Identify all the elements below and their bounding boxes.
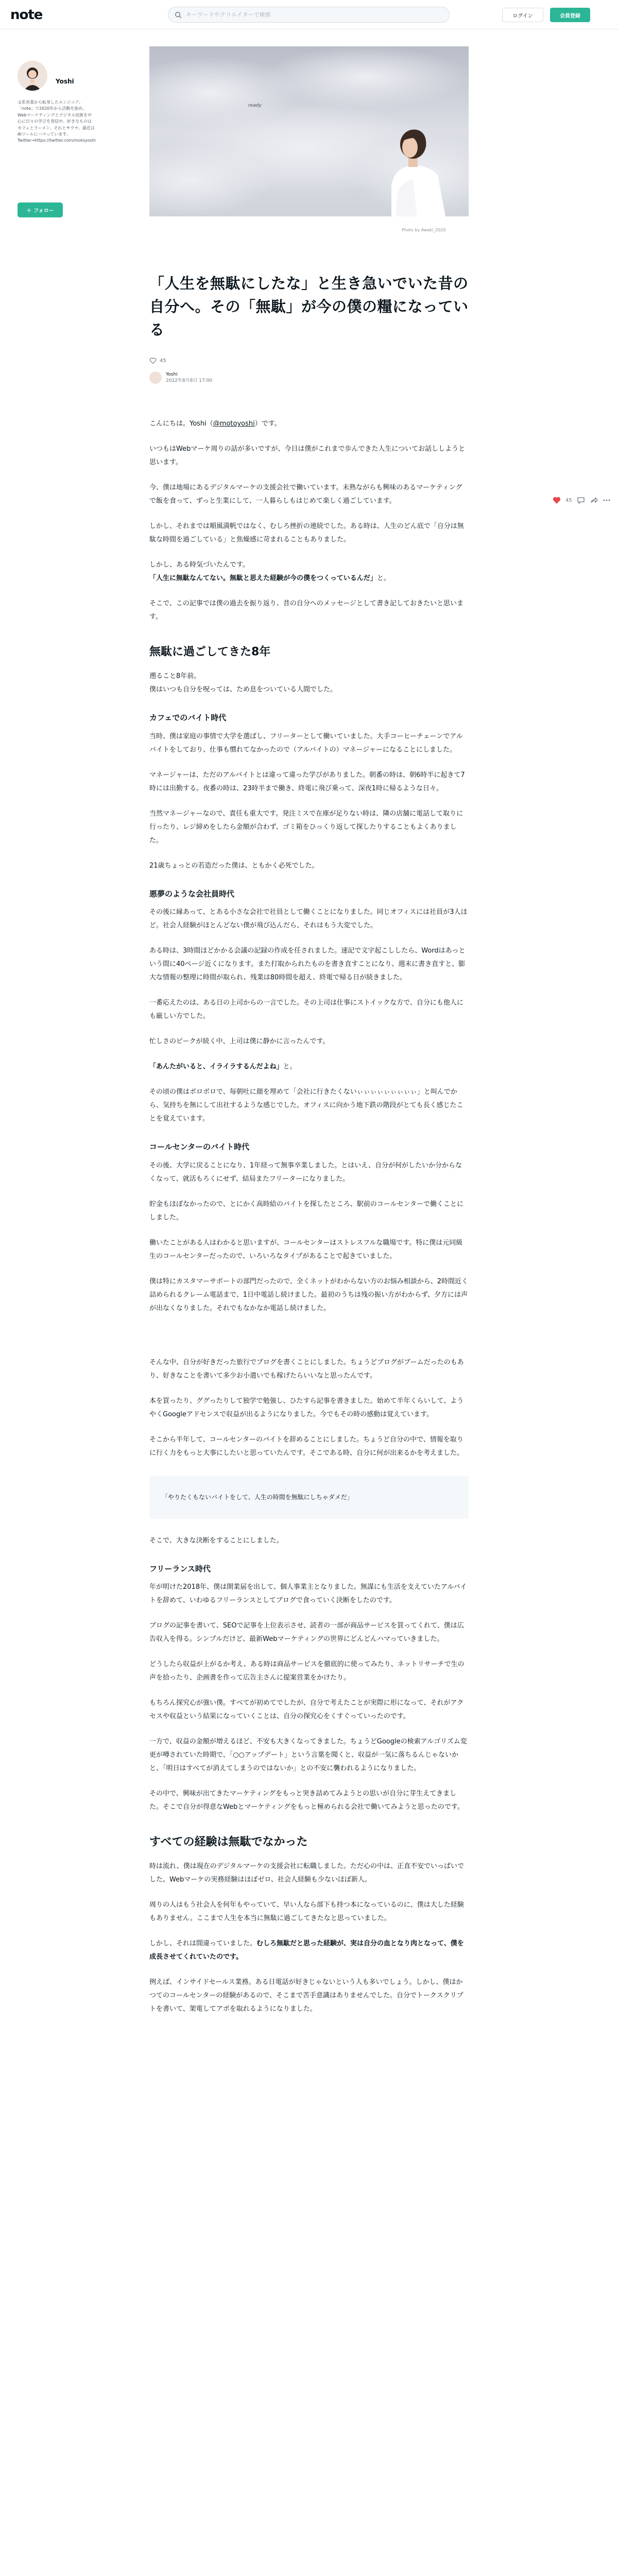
- paragraph: 時は流れ、僕は現在のデジタルマーケの支援会社に転職しました。ただ心の中は、正直不安でいっぱいでした。Webマーケの実務経験はほぼゼロ、社会人経験も少ないほぼ新人。: [149, 1862, 465, 1884]
- paragraph: 当然マネージャーなので、責任も重大です。発注ミスで在庫が足りない時は、隣の店舗に電話して取りに行ったり、レジ締めをしたら金額が合わず、ゴミ箱をひっくり返して探したりすることもよくありました。: [149, 809, 464, 844]
- paragraph: その中で、興味が出てきたマーケティングをもっと突き詰めてみようとの思いが自分に芽生えてきました。そこで自分が得意なWebとマーケティングをもっと極められる会社で働いてみようと思ったのです。: [149, 1790, 464, 1811]
- search-icon: [175, 11, 182, 19]
- search-input[interactable]: [186, 11, 433, 18]
- byline-author[interactable]: Yoshi: [166, 372, 178, 377]
- section-heading: 無駄に過ごしてきた8年: [149, 646, 271, 658]
- author-name[interactable]: Yoshi: [56, 78, 74, 85]
- author-bio: 文系営業から転身したエンジニア。「note」で2020年から活動を始め、Webマーケティングとデジタル技術を中心に日々の学びを発信中。好きなものはカフェとラーメン、それとサウナ。最近はAIツールにハマっています。Twitter→https://twitter.com/motoyoshi: [18, 100, 96, 143]
- paragraph: 貯金もほぼなかったので、とにかく高時給のバイトを探したところ、駅前のコールセンターで働くことにしました。: [149, 1200, 464, 1222]
- paragraph: そこから半年して、コールセンターのバイトを辞めることにしました。ちょうど自分の中で、情報を取りに行く力をもっと大事にしたいと思っていたんです。そこである時、自分に何が出来るかを考えました。: [149, 1435, 464, 1457]
- paragraph: 例えば、インサイドセールス業務。ある日電話が好きじゃないという人も多いでしょう。しかし、僕はかつてのコールセンターの経験があるので、そこまで苦手意識はありませんでした。自分でトークスクリプトを書いて、架電してアポを取れるようになりました。: [149, 1978, 464, 2013]
- blockquote: 「やりたくもないバイトをして、人生の時間を無駄にしちゃダメだ」: [149, 1476, 469, 1519]
- author-avatar[interactable]: [18, 61, 47, 91]
- spacer: [149, 1327, 469, 1356]
- signup-button[interactable]: 会員登録: [550, 8, 590, 22]
- paragraph: 遡ること8年前。 僕はいつも自分を呪っては、ため息をついている人間でした。: [149, 672, 337, 693]
- byline: [149, 371, 212, 384]
- paragraph: しかし、それは間違っていました。むしろ無駄だと思った経験が、実は自分の血となり肉となって、僕を成長させてくれていたのです。: [149, 1940, 464, 1961]
- paragraph: 働いたことがある人はわかると思いますが、コールセンターはストレスフルな職場です。特に僕は元同級生のコールセンターだったので、いろいろなタイプがあることで起きていました。: [149, 1239, 463, 1260]
- section-heading: すべての経験は無駄でなかった: [149, 1836, 308, 1849]
- paragraph: そこで、大きな決断をすることにしました。: [149, 1536, 283, 1545]
- paragraph: マネージャーは、ただのアルバイトとは違って違った学びがありました。朝番の時は、朝6時半に起きて7時には出勤する。夜番の時は、23時半まで働き、終電に飛び乗って、深夜1時に帰るような日々。: [149, 771, 465, 792]
- follow-label: フォロー: [33, 208, 54, 214]
- paragraph: ある時は、3時間ほどかかる会議の記録の作成を任されました。速記で文字起こししたら、Wordはあっという間に40ページ近くになります。また打取かられたものを書き直すことになり、週末に書き直すと、膨大な情報の整理に時間が取られ、残業は80時間を超え、終電で帰る日が続きました。: [149, 947, 466, 981]
- paragraph: 当時、僕は家庭の事情で大学を選ばし、フリーターとして働いていました。大手コーヒーチェーンでアルバイトをしており、仕事も慣れてなかったので（アルバイトの）マネージャーになることにしました。: [149, 732, 463, 754]
- paragraph: ブログの記事を書いて、SEOで記事を上位表示させ、読者の一部が商品サービスを買ってくれて、僕は広告収入を得る。シンプルだけど、最新Webマーケティングの世界にどんどんハマっていきました。: [149, 1622, 464, 1643]
- subsection-heading: フリーランス時代: [149, 1564, 211, 1573]
- subsection-heading: カフェでのバイト時代: [149, 713, 227, 722]
- paragraph: そこで、この記事では僕の過去を振り返り、昔の自分へのメッセージとして書き記しておきたいと思います。: [149, 600, 464, 621]
- paragraph: そんな中、自分が好きだった旅行でブログを書くことにしました。ちょうどブログがブームだったのもあり、好きなことを書いて多少お小遣いでも稼げたらいいなと思ったんです。: [149, 1358, 464, 1380]
- paragraph: 本を買ったり、ググったりして独学で勉強し、ひたすら記事を書きました。始めて半年くらいして、ようやくGoogleアドセンスで収益が出るようになりました。今でもその時の感動は覚えています。: [149, 1397, 464, 1418]
- paragraph: 今、僕は地場にあるデジタルマーケの支援会社で働いています。未熟ながらも興味のあるマーケティングで飯を食って、ずっと生業にして、一人暮らしもはじめて楽しく過ごしています。: [149, 484, 462, 505]
- paragraph: しかし、それまでは順風満帆ではなく、むしろ挫折の連続でした。ある時は、人生のどん底で「自分は無駄な時間を過ごしている」と焦燥感に苛まれることもありました。: [149, 522, 464, 544]
- hero-image: [149, 46, 469, 216]
- heart-icon[interactable]: [149, 357, 157, 364]
- paragraph: 一番応えたのは、ある日の上司からの一言でした。その上司は仕事にストイックな方で、自分にも他人にも厳しい方でした。: [149, 999, 464, 1020]
- paragraph: どうしたら収益が上がるか考え、ある時は商品サービスを徹底的に使ってみたり、ネットリサーチで生の声を拾ったり、企画書を作って広告主さんに提案営業をかけたり。: [149, 1660, 465, 1682]
- note-logo[interactable]: note: [10, 7, 43, 23]
- paragraph: しかし、ある時気づいたんです。 「人生に無駄なんてない。無駄と思えた経験が今の僕をつくっているんだ」と。: [149, 561, 390, 582]
- login-button[interactable]: ログイン: [502, 8, 543, 22]
- paragraph: 21歳ちょっとの若造だった僕は、ともかく必死でした。: [149, 861, 319, 870]
- avatar-illustration: [18, 61, 47, 91]
- follow-button[interactable]: [18, 202, 63, 217]
- comment-icon[interactable]: [577, 496, 585, 504]
- publish-date: 2022年8月8日 17:00: [166, 378, 213, 384]
- twitter-handle-link[interactable]: @motoyoshi: [213, 420, 255, 428]
- search-bar[interactable]: [168, 7, 450, 23]
- paragraph: 「あんたがいると、イライラするんだよね」と。: [149, 1063, 297, 1071]
- paragraph: 僕は特にカスタマーサポートの部門だったので、全くネットがわからない方のお悩み相談から、2時間近く詰められるクレーム電話まで、1日中電話し続けました。最初のうちは残の振い方がわからず、夕方には声が出なくなりました。それでもなかなか電話し続けました。: [149, 1277, 469, 1312]
- subsection-heading: 悪夢のような会社員時代: [149, 889, 235, 899]
- article-title: 「人生を無駄にしたな」と生き急いでいた昔の自分へ。その「無駄」が今の僕の糧になっている: [149, 275, 469, 338]
- floating-actions: [553, 496, 611, 504]
- paragraph: その頃の僕はボロボロで、毎朝吐に顔を埋めて「会社に行きたくないぃぃぃぃぃぃぃぃぃ」と叫んでから、気持ちを無にして出社するような感じでした。オフィスに向かう地下鉄の階段がとても長く感じたことを覚えています。: [149, 1088, 464, 1123]
- share-icon[interactable]: [590, 496, 598, 504]
- like-counter-top[interactable]: [149, 357, 166, 364]
- article: [149, 272, 469, 2013]
- article-body: [149, 417, 469, 2028]
- byline-avatar[interactable]: [149, 371, 162, 384]
- paragraph: その後、大学に戻ることになり、1年経って無事卒業しました。とはいえ、自分が何がしたいか分からなくなって、就活もろくにせず、結局またフリーターになりました。: [149, 1161, 462, 1183]
- photo-credit: Photo by Awaki_2020: [402, 228, 446, 232]
- paragraph: こんにちは。Yoshi（@motoyoshi）です。: [149, 420, 281, 428]
- paragraph: もちろん探究心が強い僕。すべてが初めてでしたが、自分で考えたことが実際に形になって、それがアクセスや収益という結果になっていくことは、自分の探究心をくすぐっていったのです。: [149, 1699, 464, 1720]
- paragraph: 忙しさのピークが続く中、上司は僕に静かに言ったんです。: [149, 1038, 330, 1045]
- site-header: [0, 0, 618, 29]
- hero-illustration: [149, 46, 469, 216]
- paragraph: いつもはWebマーケ周りの話が多いですが、今日は僕がこれまで歩んできた人生についてお話ししようと思います。: [149, 445, 466, 466]
- more-icon[interactable]: [603, 496, 611, 504]
- paragraph: 年が明けた2018年、僕は開業届を出して、個人事業主となりました。無謀にも生活を支えていたアルバイトを辞めて、いわゆるフリーランスとしてブログで食っていく決断をしたのです。: [149, 1583, 467, 1604]
- floating-like-count: 45: [565, 497, 572, 503]
- paragraph: その後に縁あって、とある小さな会社で社員として働くことになりました。同じオフィスには社員が3人ほど。社会人経験がほとんどない僕が飛び込んだら、それはもう大変でした。: [149, 908, 468, 929]
- hero-caption: ready: [248, 103, 262, 108]
- like-count: 45: [160, 358, 166, 364]
- subsection-heading: コールセンターのバイト時代: [149, 1142, 250, 1151]
- paragraph: 一方で、収益の金額が増えるほど、不安も大きくなってきました。ちょうどGoogleの検索アルゴリズム変更が噂されていた時期で、「○○アップデート」という言葉を聞くと、収益が一気に落ちるんじゃないかと、「明日はすべてが消えてしまうのではないか」との不安に襲われるようになりました。: [149, 1738, 467, 1772]
- heart-icon[interactable]: [553, 496, 561, 504]
- follow-plus-icon: ＋: [26, 208, 32, 214]
- paragraph: 周りの人はもう社会人を何年もやっていて、早い人なら部下も持つ本になっているのに、僕は大した経験もありません。ここまで人生を本当に無駄に過ごしてきたなと思っていました。: [149, 1901, 464, 1922]
